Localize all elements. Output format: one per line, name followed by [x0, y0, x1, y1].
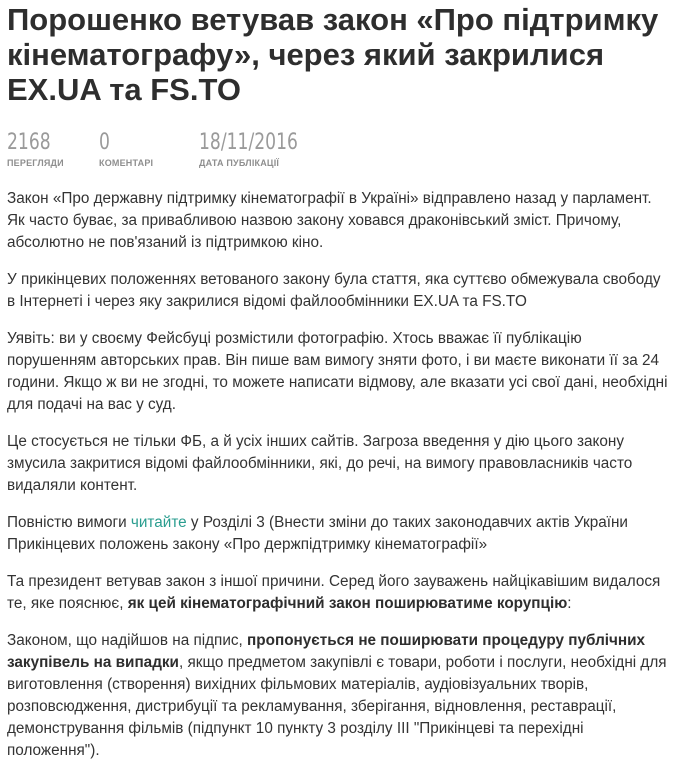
article-title: Порошенко ветував закон «Про підтримку кінематографу», через який закрилися EX.UA та FS.TO [7, 2, 659, 107]
comments-label: КОМЕНТАРІ [99, 158, 154, 168]
article-meta [7, 131, 669, 171]
views-label: ПЕРЕГЛЯДИ [7, 158, 64, 168]
bold-text: пропонується не поширювати процедуру публічних закупівель на випадки [7, 632, 646, 671]
comments-count: 0 [99, 130, 110, 155]
bold-text: як цей кінематографічний закон поширюватиме корупцію [127, 595, 568, 612]
paragraph: Це стосується не тільки ФБ, а й усіх інших сайтів. Загроза введення у дію цього закону змусила закритися відомі файлообмінники, які, до речі, на вимогу правовласників часто видаляли контент. [7, 433, 633, 494]
paragraph-text: : [567, 595, 572, 612]
paragraph: Уявіть: ви у своєму Фейсбуці розмістили фотографію. Хтось вважає її публікацію порушенням авторських прав. Він пише вам вимогу зняти фото, і ви маєте виконати її за 24 години. Якщо ж ви не згодні, то можете написати відмову, але вказати усі свої дані, необхідні для подачі на вас у суд. [7, 330, 668, 413]
date-label: ДАТА ПУБЛІКАЦІЇ [199, 158, 280, 168]
paragraph-text: Та президент ветував закон з іншої причини. Серед його зауважень найцікавішим видалося те, яке пояснює, [7, 573, 661, 612]
views-stat [7, 131, 99, 171]
paragraph [7, 571, 669, 615]
paragraph-text: Законом, що надійшов на підпис, [7, 632, 248, 649]
paragraph-text: Повністю вимоги [7, 514, 131, 531]
read-link[interactable]: читайте [130, 514, 187, 531]
paragraph-text: у Розділі 3 (Внести зміни до таких законодавчих актів України Прикінцевих положень закону «Про держпідтримку кінематографії» [7, 514, 628, 553]
comments-stat[interactable] [99, 131, 199, 171]
paragraph-text: , якщо предметом закупівлі є товари, роботи і послуги, необхідні для виготовлення (створення) вихідних фільмових матеріалів, аудіовізуальних творів, розповсюдження, дистрибуції та рекламування, зберігання, відновлення, реставрації, демонстрування фільмів (підпункт 10 пункту 3 розділу III "Прикінцеві та перехідні положення"). [7, 654, 667, 759]
article-body [7, 188, 669, 762]
publication-date: 18/11/2016 [199, 130, 298, 155]
paragraph [7, 512, 669, 556]
paragraph: Закон «Про державну підтримку кінематографії в Україні» відправлено назад у парламент. Як часто буває, за привабливою назвою закону ховався драконівський зміст. Причому, абсолютно не пов'язаний із підтримкою кіно. [7, 190, 652, 251]
views-count: 2168 [7, 130, 51, 155]
paragraph [7, 630, 669, 762]
date-stat [199, 131, 359, 171]
paragraph: У прикінцевих положеннях ветованого закону була стаття, яка суттєво обмежувала свободу в Інтернеті і через яку закрилися відомі файлообмінники EX.UA та FS.TO [7, 271, 661, 310]
